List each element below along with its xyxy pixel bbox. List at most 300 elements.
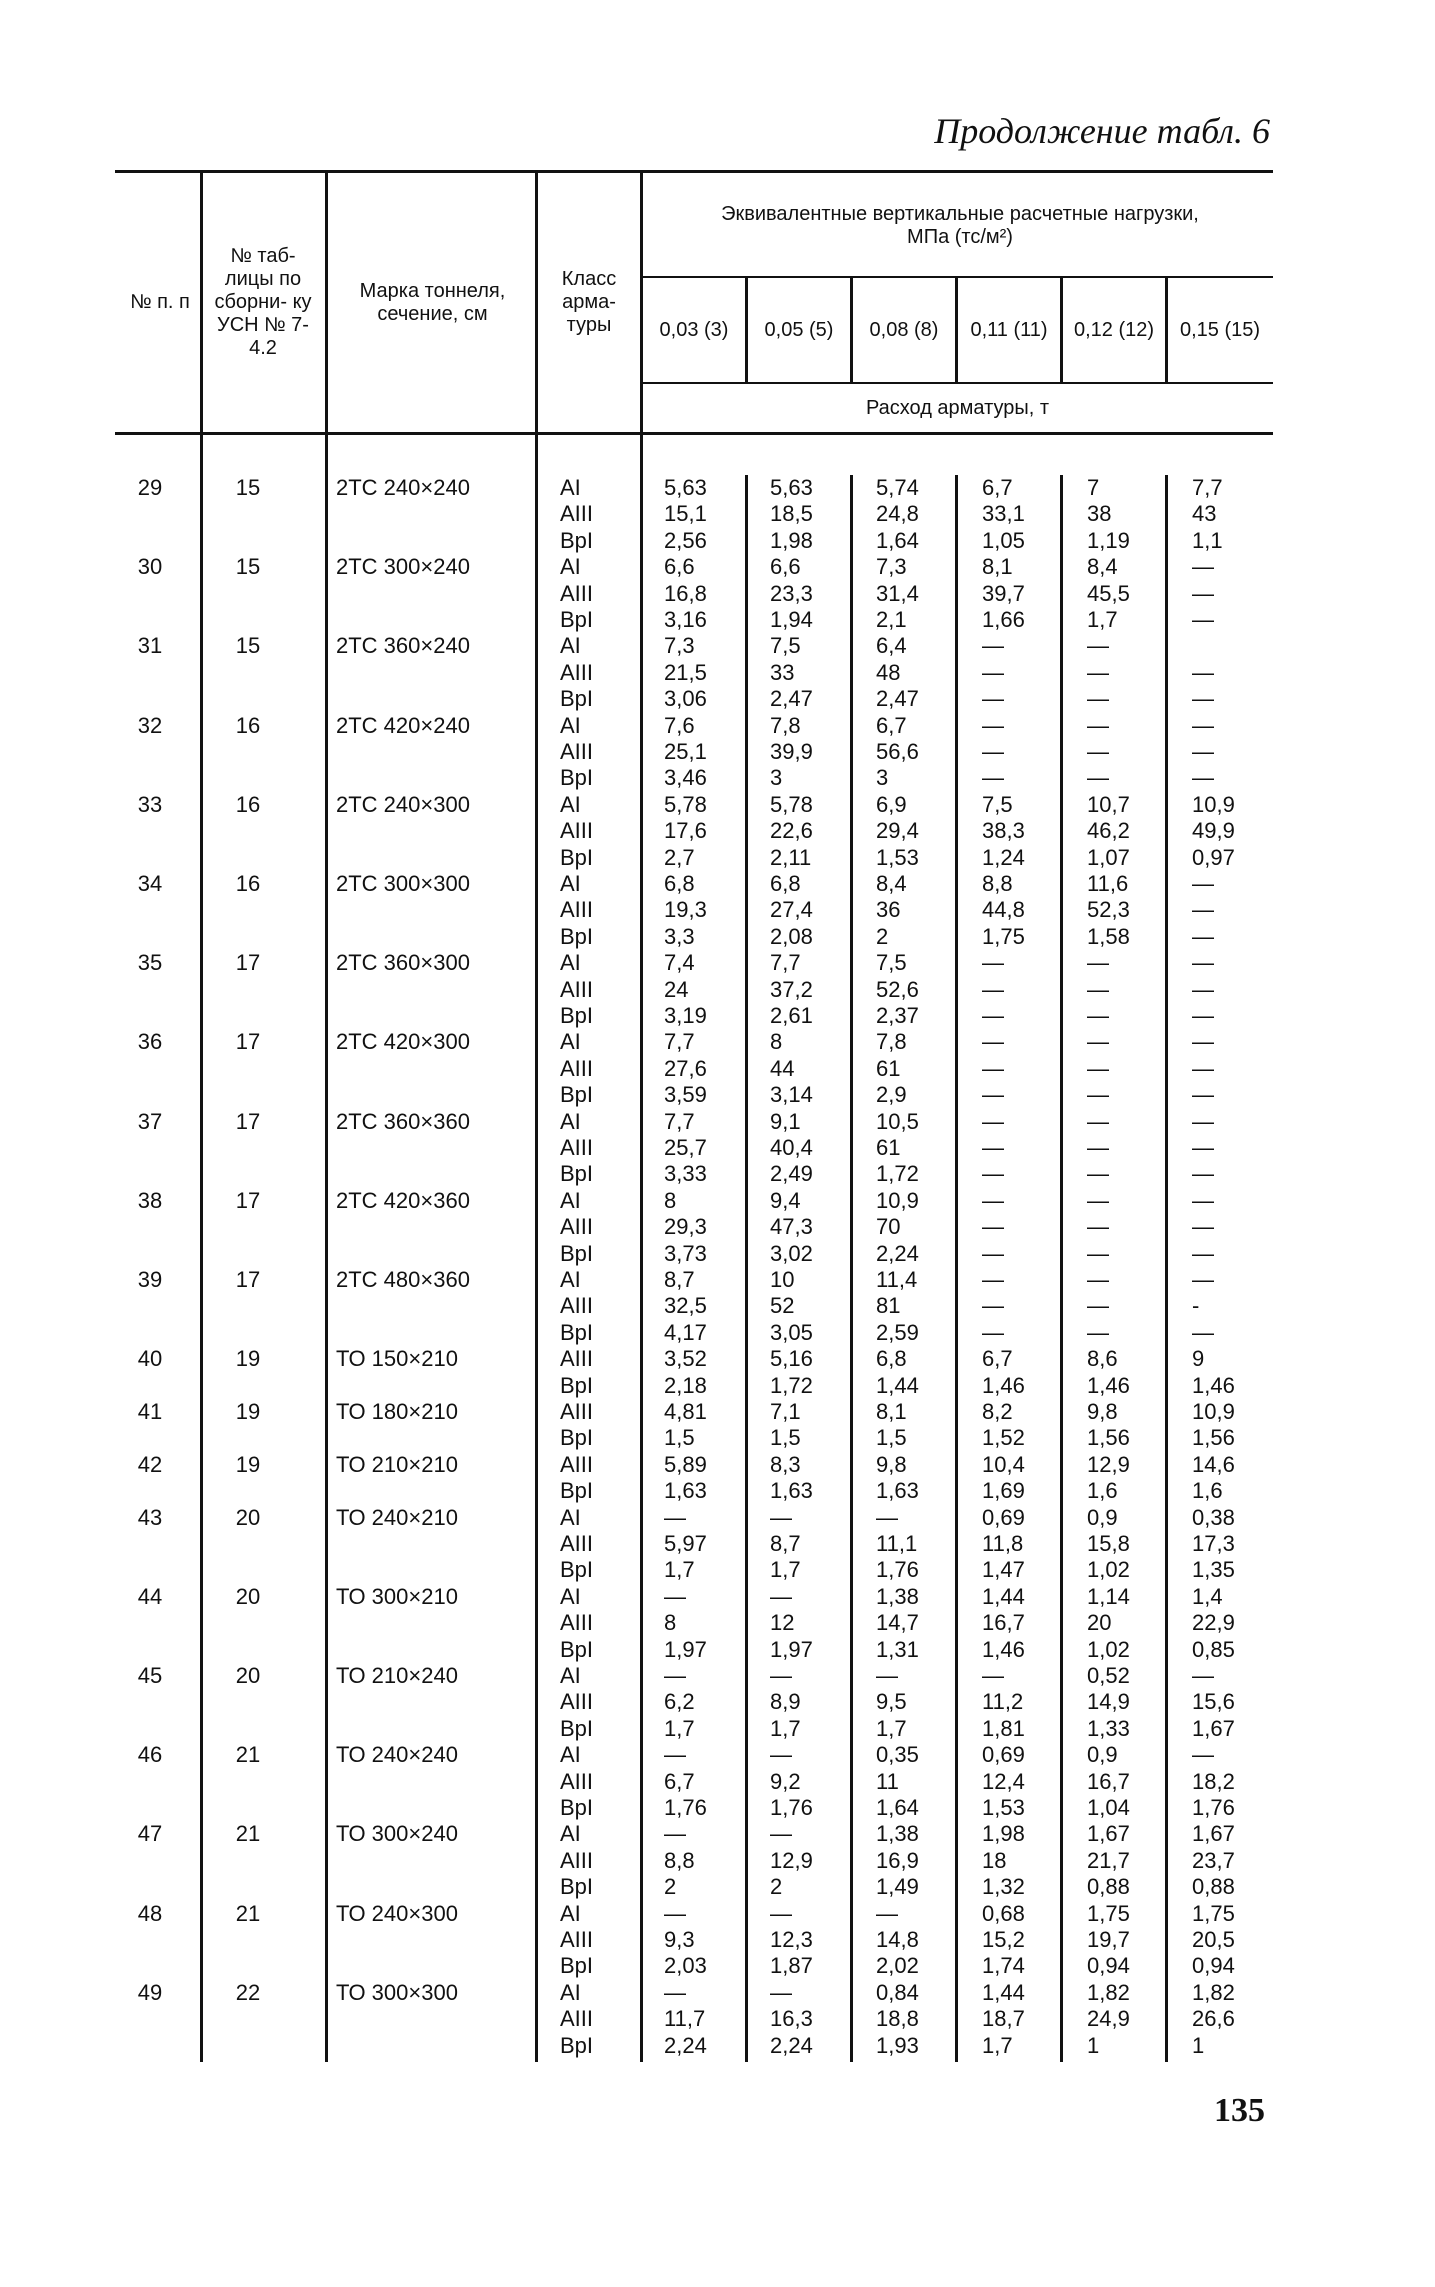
consumption-value: — [1087, 686, 1109, 712]
consumption-value: — [1192, 606, 1214, 632]
consumption-value: 1,6 [1192, 1478, 1223, 1504]
consumption-value: 70 [876, 1214, 901, 1240]
consumption-value: 8,3 [770, 1451, 801, 1477]
row-number: 47 [137, 1821, 163, 1847]
column-rule-8 [1060, 277, 1063, 383]
consumption-value: 15,2 [982, 1926, 1025, 1952]
header-source-table: № таб- лицы по сборни- ку УСН № 7-4.2 [214, 245, 312, 359]
consumption-value: 49,9 [1192, 818, 1235, 844]
reinforcement-class: BpI [560, 1874, 594, 1900]
reinforcement-class: BpI [560, 1082, 594, 1108]
consumption-value: — [1087, 765, 1109, 791]
consumption-value: 6,7 [876, 712, 907, 738]
consumption-value: 1,97 [770, 1636, 813, 1662]
consumption-value: 47,3 [770, 1214, 813, 1240]
consumption-value: 7,6 [664, 712, 695, 738]
consumption-value: — [1087, 659, 1109, 685]
source-table-number: 19 [235, 1451, 261, 1477]
consumption-value: — [1192, 765, 1214, 791]
consumption-value: 2,47 [876, 686, 919, 712]
consumption-value: 1,46 [982, 1372, 1025, 1398]
consumption-value: 1,24 [982, 844, 1025, 870]
tunnel-mark: ТО 210×240 [336, 1663, 458, 1688]
consumption-value: — [982, 712, 1004, 738]
row-number: 34 [137, 871, 163, 896]
header-load-group: Эквивалентные вертикальные расчетные нагрузки, МПа (тс/м²) [721, 203, 1199, 248]
consumption-value: 48 [876, 659, 901, 685]
column-rule-2 [325, 172, 328, 2062]
column-rule-7 [955, 277, 958, 383]
consumption-value: 1,31 [876, 1636, 919, 1662]
consumption-value: 2,59 [876, 1319, 919, 1345]
consumption-value: 1,44 [982, 1979, 1025, 2005]
reinforcement-class: AI [560, 475, 581, 500]
consumption-value: 25,7 [664, 1134, 707, 1160]
reinforcement-class: BpI [560, 1557, 594, 1583]
consumption-value: 23,3 [770, 580, 813, 606]
consumption-value: — [664, 1742, 686, 1768]
consumption-value: — [982, 950, 1004, 976]
consumption-value: 1,7 [664, 1557, 695, 1583]
tunnel-mark: 2ТС 360×360 [336, 1108, 470, 1134]
consumption-value: — [982, 1267, 1004, 1292]
reinforcement-class: AI [560, 1900, 581, 1926]
reinforcement-class: BpI [560, 1953, 594, 1979]
reinforcement-class: AIII [560, 738, 594, 764]
consumption-value: 1,93 [876, 2032, 919, 2058]
consumption-value: 9,5 [876, 1689, 907, 1715]
header-bottom-rule [115, 432, 1273, 435]
consumption-value: 7,8 [770, 712, 801, 738]
consumption-value: — [770, 1663, 792, 1688]
tunnel-mark: 2ТС 300×300 [336, 871, 470, 896]
consumption-value: 27,6 [664, 1055, 707, 1081]
reinforcement-class: AI [560, 1583, 581, 1609]
consumption-value: 1,5 [876, 1425, 907, 1451]
header-reinforcement-class: Класс арма- туры [561, 268, 617, 336]
consumption-value: — [1192, 1108, 1214, 1134]
consumption-value: 3,14 [770, 1082, 813, 1108]
reinforcement-class: BpI [560, 1372, 594, 1398]
consumption-value: 1,64 [876, 1794, 919, 1820]
header-load-6: 0,15 (15) [1179, 318, 1261, 341]
consumption-value: 9,4 [770, 1187, 801, 1213]
reinforcement-class: AIII [560, 976, 594, 1002]
consumption-value: 1,87 [770, 1953, 813, 1979]
consumption-value: 10,4 [982, 1451, 1025, 1477]
source-table-number: 17 [235, 1108, 261, 1134]
consumption-value: 52,6 [876, 976, 919, 1002]
consumption-value: 2,9 [876, 1082, 907, 1108]
consumption-value: 43 [1192, 501, 1217, 527]
consumption-value: 0,88 [1087, 1874, 1130, 1900]
consumption-value: — [664, 1979, 686, 2005]
consumption-value: — [1192, 976, 1214, 1002]
consumption-value: 8 [664, 1187, 677, 1213]
consumption-value: — [1087, 1187, 1109, 1213]
consumption-value: 1,44 [982, 1583, 1025, 1609]
consumption-value: 10,9 [876, 1187, 919, 1213]
reinforcement-class: AI [560, 1267, 581, 1292]
consumption-value: 11,4 [876, 1267, 918, 1292]
row-number: 36 [137, 1029, 163, 1055]
consumption-value: 0,9 [1087, 1504, 1118, 1530]
consumption-value: 8,8 [664, 1847, 695, 1873]
consumption-value: 1,76 [1192, 1794, 1235, 1820]
consumption-value: 1,46 [1087, 1372, 1130, 1398]
consumption-value: 1,75 [1087, 1900, 1130, 1926]
consumption-value: 0,85 [1192, 1636, 1235, 1662]
consumption-value: 0,52 [1087, 1663, 1130, 1688]
consumption-value: 1,81 [982, 1715, 1025, 1741]
consumption-value: 6,2 [664, 1689, 695, 1715]
consumption-value: 2 [664, 1874, 677, 1900]
reinforcement-class: AIII [560, 1293, 594, 1319]
consumption-value: 6,8 [876, 1346, 907, 1372]
column-rule-9 [1165, 277, 1168, 383]
consumption-value: — [982, 1187, 1004, 1213]
consumption-value: 18 [982, 1847, 1007, 1873]
consumption-value: 29,3 [664, 1214, 707, 1240]
reinforcement-class: AI [560, 554, 581, 580]
reinforcement-class: AIII [560, 1689, 594, 1715]
reinforcement-class: AIII [560, 1768, 594, 1794]
consumption-value: — [770, 1742, 792, 1768]
consumption-value: — [1087, 950, 1109, 976]
consumption-value: 6,8 [770, 871, 801, 896]
consumption-value: — [1192, 1319, 1214, 1345]
consumption-value: 1,33 [1087, 1715, 1130, 1741]
reinforcement-class: BpI [560, 606, 594, 632]
consumption-value: — [982, 633, 1004, 659]
source-table-number: 16 [235, 871, 261, 896]
consumption-value: 0,94 [1192, 1953, 1235, 1979]
source-table-number: 15 [235, 475, 261, 500]
reinforcement-class: AIII [560, 1214, 594, 1240]
consumption-value: 15,6 [1192, 1689, 1235, 1715]
consumption-value: 14,8 [876, 1926, 919, 1952]
reinforcement-class: AIII [560, 659, 594, 685]
source-table-number: 20 [235, 1504, 261, 1530]
consumption-value: 8,7 [664, 1267, 695, 1292]
consumption-value: 39,7 [982, 580, 1025, 606]
consumption-value: — [664, 1663, 686, 1688]
reinforcement-class: AIII [560, 1346, 594, 1372]
consumption-value: 10,5 [876, 1108, 919, 1134]
consumption-value: — [1192, 1267, 1214, 1292]
consumption-value: 2,24 [664, 2032, 707, 2058]
consumption-value: 12,9 [1087, 1451, 1130, 1477]
tunnel-mark: ТО 300×210 [336, 1583, 458, 1609]
consumption-value: 1,67 [1192, 1715, 1235, 1741]
source-table-number: 17 [235, 1267, 261, 1292]
consumption-value: 7,1 [770, 1399, 801, 1424]
consumption-value: 38 [1087, 501, 1112, 527]
source-table-number: 20 [235, 1663, 261, 1688]
reinforcement-class: AIII [560, 501, 594, 527]
consumption-value: — [1087, 1161, 1109, 1187]
consumption-value: — [982, 1108, 1004, 1134]
consumption-value: — [982, 1029, 1004, 1055]
consumption-value: 26,6 [1192, 2006, 1235, 2032]
consumption-value: 1,94 [770, 606, 813, 632]
consumption-value: 2 [770, 1874, 783, 1900]
consumption-value: 0,97 [1192, 844, 1235, 870]
consumption-value: — [876, 1663, 898, 1688]
consumption-value: 0,69 [982, 1504, 1025, 1530]
consumption-value: 1,98 [982, 1821, 1025, 1847]
consumption-value: 1,14 [1087, 1583, 1130, 1609]
row-number: 40 [137, 1346, 163, 1372]
consumption-value: 1,02 [1087, 1636, 1130, 1662]
consumption-value: 52 [770, 1293, 795, 1319]
header-load-3: 0,08 (8) [869, 318, 939, 341]
consumption-value: 1,67 [1087, 1821, 1130, 1847]
consumption-value: 10,7 [1087, 791, 1130, 817]
consumption-value: — [664, 1821, 686, 1847]
source-table-number: 15 [235, 633, 261, 659]
consumption-value: 2,49 [770, 1161, 813, 1187]
consumption-value: 2,02 [876, 1953, 919, 1979]
consumption-value: — [1192, 871, 1214, 896]
consumption-value: 1,53 [876, 844, 919, 870]
source-table-number: 19 [235, 1399, 261, 1424]
consumption-value: 33 [770, 659, 795, 685]
consumption-value: 11,1 [876, 1530, 918, 1556]
consumption-value: 2 [876, 923, 889, 949]
consumption-value: — [1087, 738, 1109, 764]
consumption-value: — [1192, 950, 1214, 976]
consumption-value: 1,67 [1192, 1821, 1235, 1847]
row-number: 31 [137, 633, 163, 659]
consumption-value: 1,53 [982, 1794, 1025, 1820]
consumption-value: 1,04 [1087, 1794, 1130, 1820]
consumption-value: 56,6 [876, 738, 919, 764]
tunnel-mark: 2ТС 240×300 [336, 791, 470, 817]
consumption-value: — [1087, 976, 1109, 1002]
consumption-value: 5,89 [664, 1451, 707, 1477]
reinforcement-class: BpI [560, 527, 594, 553]
consumption-value: 14,7 [876, 1610, 919, 1636]
consumption-value: 3,52 [664, 1346, 707, 1372]
reinforcement-class: BpI [560, 1240, 594, 1266]
body-rule-7 [955, 475, 958, 2062]
consumption-value: 0,38 [1192, 1504, 1235, 1530]
consumption-value: — [1192, 1002, 1214, 1028]
consumption-value: 11,6 [1087, 871, 1129, 896]
consumption-value: 44 [770, 1055, 795, 1081]
consumption-value: 1,74 [982, 1953, 1025, 1979]
consumption-value: 81 [876, 1293, 901, 1319]
consumption-value: 1,97 [664, 1636, 707, 1662]
source-table-number: 21 [235, 1742, 261, 1768]
consumption-value: 7,7 [664, 1108, 695, 1134]
consumption-value: 5,74 [876, 475, 919, 500]
consumption-value: 61 [876, 1055, 901, 1081]
reinforcement-class: BpI [560, 1002, 594, 1028]
consumption-value: — [1192, 1240, 1214, 1266]
consumption-value: — [770, 1583, 792, 1609]
consumption-value: — [876, 1900, 898, 1926]
consumption-value: — [1087, 1240, 1109, 1266]
reinforcement-class: BpI [560, 1319, 594, 1345]
consumption-value: 9,1 [770, 1108, 801, 1134]
consumption-value: 1,46 [1192, 1372, 1235, 1398]
consumption-value: 16,7 [982, 1610, 1025, 1636]
consumption-value: 14,9 [1087, 1689, 1130, 1715]
consumption-value: 1,64 [876, 527, 919, 553]
consumption-value: 18,2 [1192, 1768, 1235, 1794]
consumption-value: 2,18 [664, 1372, 707, 1398]
tunnel-mark: ТО 150×210 [336, 1346, 458, 1372]
reinforcement-class: AIII [560, 897, 594, 923]
consumption-value: 9 [1192, 1346, 1205, 1372]
source-table-number: 17 [235, 1029, 261, 1055]
consumption-value: 6,6 [664, 554, 695, 580]
consumption-value: 1,07 [1087, 844, 1130, 870]
consumption-value: 10 [770, 1267, 795, 1292]
consumption-value: 6,6 [770, 554, 801, 580]
consumption-value: 12,3 [770, 1926, 813, 1952]
reinforcement-class: AIII [560, 1847, 594, 1873]
tunnel-mark: 2ТС 480×360 [336, 1267, 470, 1292]
consumption-value: 8,4 [876, 871, 907, 896]
table-top-rule [115, 170, 1273, 173]
reinforcement-class: BpI [560, 1161, 594, 1187]
tunnel-mark: ТО 240×240 [336, 1742, 458, 1768]
consumption-value: 36 [876, 897, 901, 923]
reinforcement-class: AI [560, 791, 581, 817]
body-rule-6 [850, 475, 853, 2062]
source-table-number: 15 [235, 554, 261, 580]
consumption-value: 1,38 [876, 1821, 919, 1847]
consumption-value: 32,5 [664, 1293, 707, 1319]
consumption-value: 5,78 [770, 791, 813, 817]
consumption-value: 0,35 [876, 1742, 919, 1768]
consumption-value: — [982, 1319, 1004, 1345]
reinforcement-class: AIII [560, 1451, 594, 1477]
tunnel-mark: ТО 240×300 [336, 1900, 458, 1926]
source-table-number: 19 [235, 1346, 261, 1372]
consumption-value: 7,8 [876, 1029, 907, 1055]
reinforcement-class: BpI [560, 1794, 594, 1820]
consumption-value: 1,35 [1192, 1557, 1235, 1583]
reinforcement-class: AI [560, 1108, 581, 1134]
consumption-value: 9,3 [664, 1926, 695, 1952]
consumption-value: 1,82 [1192, 1979, 1235, 2005]
consumption-value: 52,3 [1087, 897, 1130, 923]
header-tunnel-mark: Марка тоннеля, сечение, см [359, 279, 506, 325]
consumption-value: — [982, 1082, 1004, 1108]
tunnel-mark: 2ТС 240×240 [336, 475, 470, 500]
consumption-value: 1,02 [1087, 1557, 1130, 1583]
consumption-value: — [1087, 633, 1109, 659]
row-number: 37 [137, 1108, 163, 1134]
consumption-value: 1,82 [1087, 1979, 1130, 2005]
consumption-value: 1,75 [1192, 1900, 1235, 1926]
tunnel-mark: 2ТС 420×300 [336, 1029, 470, 1055]
consumption-value: 1,72 [876, 1161, 919, 1187]
row-number: 29 [137, 475, 163, 500]
reinforcement-class: AI [560, 1821, 581, 1847]
consumption-value: 38,3 [982, 818, 1025, 844]
consumption-value: 3,16 [664, 606, 707, 632]
consumption-value: 1,76 [876, 1557, 919, 1583]
consumption-value: — [1192, 1187, 1214, 1213]
consumption-value: 3,3 [664, 923, 695, 949]
consumption-value: 37,2 [770, 976, 813, 1002]
consumption-value: 6,7 [982, 1346, 1013, 1372]
consumption-value: 2,61 [770, 1002, 813, 1028]
reinforcement-class: AIII [560, 1530, 594, 1556]
consumption-value: 2,7 [664, 844, 695, 870]
consumption-value: — [664, 1583, 686, 1609]
consumption-value: 1,98 [770, 527, 813, 553]
consumption-value: 3,73 [664, 1240, 707, 1266]
consumption-value: 31,4 [876, 580, 919, 606]
consumption-value: 24 [664, 976, 689, 1002]
tunnel-mark: ТО 180×210 [336, 1399, 458, 1424]
consumption-value: 1,56 [1192, 1425, 1235, 1451]
consumption-value: 1,66 [982, 606, 1025, 632]
consumption-value: 6,8 [664, 871, 695, 896]
consumption-value: 7 [1087, 475, 1100, 500]
reinforcement-class: AIII [560, 2006, 594, 2032]
consumption-value: 45,5 [1087, 580, 1130, 606]
reinforcement-class: BpI [560, 844, 594, 870]
consumption-value: — [1192, 1055, 1214, 1081]
reinforcement-class: AIII [560, 1055, 594, 1081]
row-number: 45 [137, 1663, 163, 1688]
reinforcement-class: AI [560, 871, 581, 896]
consumption-value: 19,3 [664, 897, 707, 923]
consumption-value: 1,52 [982, 1425, 1025, 1451]
consumption-value: 8,6 [1087, 1346, 1118, 1372]
consumption-value: — [1192, 897, 1214, 923]
consumption-value: 1,47 [982, 1557, 1025, 1583]
row-number: 48 [137, 1900, 163, 1926]
consumption-value: 7,5 [876, 950, 907, 976]
consumption-value: 8,7 [770, 1530, 801, 1556]
consumption-value: 12,9 [770, 1847, 813, 1873]
consumption-value: 3,02 [770, 1240, 813, 1266]
consumption-value: 1,75 [982, 923, 1025, 949]
reinforcement-class: BpI [560, 686, 594, 712]
consumption-value: 5,63 [770, 475, 813, 500]
consumption-value: 7,7 [1192, 475, 1223, 500]
reinforcement-class: AIII [560, 818, 594, 844]
reinforcement-class: AIII [560, 1926, 594, 1952]
consumption-value: — [1087, 712, 1109, 738]
reinforcement-class: BpI [560, 1478, 594, 1504]
consumption-value: — [982, 1214, 1004, 1240]
consumption-value: — [1192, 1134, 1214, 1160]
consumption-value: — [1192, 1742, 1214, 1768]
consumption-value: — [1087, 1055, 1109, 1081]
column-rule-6 [850, 277, 853, 383]
consumption-value: - [1192, 1293, 1200, 1319]
consumption-value: — [982, 738, 1004, 764]
consumption-value: 1,05 [982, 527, 1025, 553]
consumption-value: 1,38 [876, 1583, 919, 1609]
consumption-value: 0,69 [982, 1742, 1025, 1768]
consumption-value: 7,5 [982, 791, 1013, 817]
consumption-value: 3,19 [664, 1002, 707, 1028]
consumption-value: — [1087, 1134, 1109, 1160]
consumption-value: — [1192, 712, 1214, 738]
consumption-value: — [1087, 1002, 1109, 1028]
consumption-value: 2,24 [876, 1240, 919, 1266]
